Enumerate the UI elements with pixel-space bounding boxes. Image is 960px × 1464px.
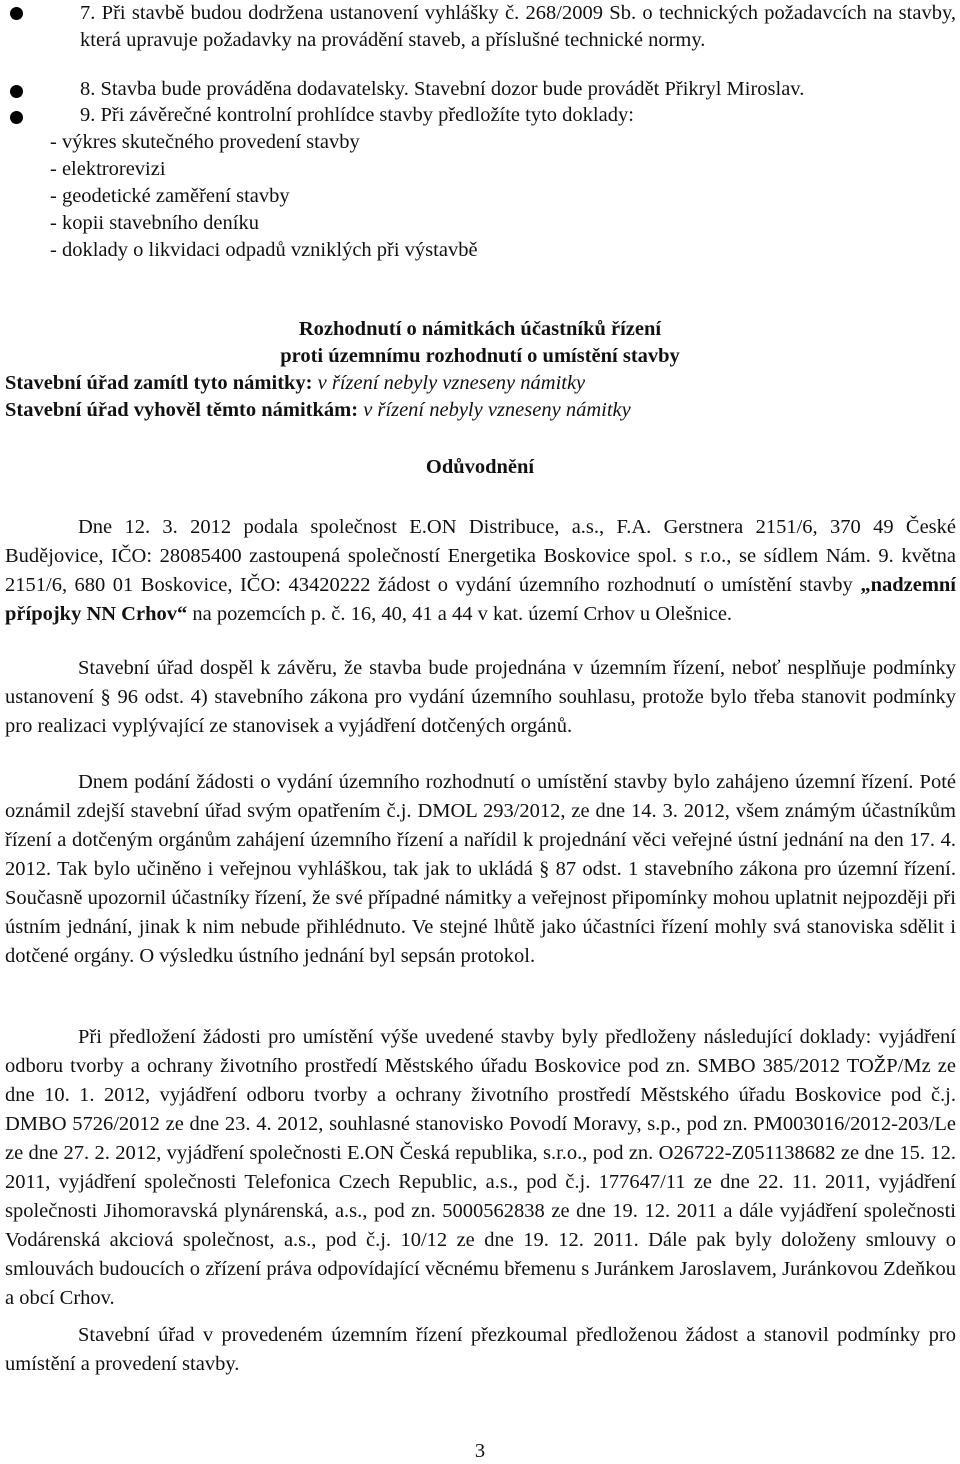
reasoning-p1-location: na pozemcích p. č. 16, 40, 41 a 44 v kat. území Crhov u Olešnice. — [192, 603, 733, 625]
reasoning-paragraph-3 — [5, 768, 956, 971]
document-list-item: - elektrorevizi — [50, 158, 166, 180]
condition-9-text: 9. Při závěrečné kontrolní prohlídce stavby předložíte tyto doklady: — [80, 104, 634, 126]
document-list-item: - kopii stavebního deníku — [50, 212, 259, 234]
reasoning-paragraph-5 — [5, 1321, 956, 1379]
reasoning-paragraph-1 — [5, 513, 956, 629]
condition-8-text: 8. Stavba bude prováděna dodavatelsky. Stavební dozor bude provádět Přikryl Miroslav. — [80, 78, 805, 100]
bullet-icon — [10, 7, 23, 20]
document-list-item: - doklady o likvidaci odpadů vzniklých při výstavbě — [50, 239, 478, 261]
construction-name: „nadzemní přípojky NN Crhov“ — [5, 574, 956, 625]
bullet-icon — [10, 85, 23, 98]
bullet-icon — [10, 111, 23, 124]
reasoning-paragraph-4 — [5, 1023, 956, 1313]
reasoning-p2-text: Stavební úřad dospěl k závěru, že stavba bude projednána v územním řízení, neboť nesplňuje podmínky ustanovení § 96 odst. 4) stavebního zákona pro vydání územního souhlasu, protože bylo třeba stanovit podmínky pro realizaci vyplývající ze stanovisek a vyjádření dotčených orgánů. — [5, 657, 956, 737]
reasoning-p1-text: Dne 12. 3. 2012 podala společnost E.ON Distribuce, a.s., F.A. Gerstnera 2151/6, 370 49 České Budějovice, IČO: 28085400 zastoupená společností Energetika Boskovice spol. s r.o., se sídlem Nám. 9. května 2151/6, 680 01 Boskovice, IČO: 43420222 žádost o vydání územního rozhodnutí o umístění stavby — [5, 516, 956, 596]
reasoning-p4-text: Při předložení žádosti pro umístění výše uvedené stavby byly předloženy následující doklady: vyjádření odboru tvorby a ochrany životního prostředí Městského úřadu Boskovice pod zn. SMBO 385/2012 TOŽP/Mz ze dne 10. 1. 2012, vyjádření odboru tvorby a ochrany životního prostředí Městského úřadu Boskovice pod č.j. DMBO 5726/2012 ze dne 23. 4. 2012, souhlasné stanovisko Povodí Moravy, s.p., pod zn. PM003016/2012-203/Le ze dne 27. 2. 2012, vyjádření společnosti E.ON Česká republika, s.r.o., pod zn. O26722-Z051138682 ze dne 15. 12. 2011, vyjádření společnosti Telefonica Czech Republic, a.s., pod č.j. 177647/11 ze dne 22. 11. 2011, vyjádření společnosti Jihomoravská plynárenská, a.s., pod zn. 5000562838 ze dne 19. 12. 2011 a dále vyjádření společnosti Vodárenská akciová společnost, a.s., pod č.j. 10/12 ze dne 19. 12. 2011. Dále pak byly doloženy smlouvy o smlouvách budoucích o zřízení práva odpovídající věcnému břemenu s Juránkem Jaroslavem, Juránkovou Zdeňkou a obcí Crhov. — [5, 1026, 956, 1309]
objections-heading-line-1: Rozhodnutí o námitkách účastníků řízení — [298, 318, 662, 340]
page-number: 3 — [474, 1440, 486, 1462]
document-list-item: - geodetické zaměření stavby — [50, 185, 290, 207]
accepted-objections-value: v řízení nebyly vzneseny námitky — [363, 399, 631, 421]
accepted-objections — [5, 399, 631, 422]
reasoning-p3-text: Dnem podání žádosti o vydání územního rozhodnutí o umístění stavby bylo zahájeno územní řízení. Poté oznámil zdejší stavební úřad svým opatřením č.j. DMOL 293/2012, ze dne 14. 3. 2012, všem známým účastníkům řízení a dotčeným orgánům zahájení územního řízení a nařídil k projednání věci veřejné ústní jednání na den 17. 4. 2012. Tak bylo učiněno i veřejnou vyhláškou, tak jak to ukládá § 87 odst. 1 stavebního zákona pro územní řízení. Současně upozornil účastníky řízení, že své případné námitky a veřejnost připomínky mohou uplatnit nejpozději při ústním jednání, jinak k nim nebude přihlédnuto. Ve stejné lhůtě jako účastníci řízení mohly svá stanoviska sdělit i dotčené orgány. O výsledku ústního jednání byl sepsán protokol. — [5, 771, 956, 967]
reasoning-p5-text: Stavební úřad v provedeném územním řízení přezkoumal předloženou žádost a stanovil podmínky pro umístění a provedení stavby. — [5, 1324, 956, 1375]
rejected-objections-label: Stavební úřad zamítl tyto námitky: — [5, 372, 313, 394]
accepted-objections-label: Stavební úřad vyhověl těmto námitkám: — [5, 399, 359, 421]
rejected-objections — [5, 372, 585, 395]
reasoning-heading: Odůvodnění — [425, 456, 535, 478]
objections-heading-line-2: proti územnímu rozhodnutí o umístění stavby — [280, 345, 680, 367]
condition-7-text: 7. Při stavbě budou dodržena ustanovení vyhlášky č. 268/2009 Sb. o technických požadavcích na stavby, která upravuje požadavky na provádění staveb, a příslušné technické normy. — [80, 2, 956, 51]
document-list-item: - výkres skutečného provedení stavby — [50, 131, 360, 153]
reasoning-paragraph-2 — [5, 654, 956, 741]
rejected-objections-value: v řízení nebyly vzneseny námitky — [317, 372, 586, 394]
